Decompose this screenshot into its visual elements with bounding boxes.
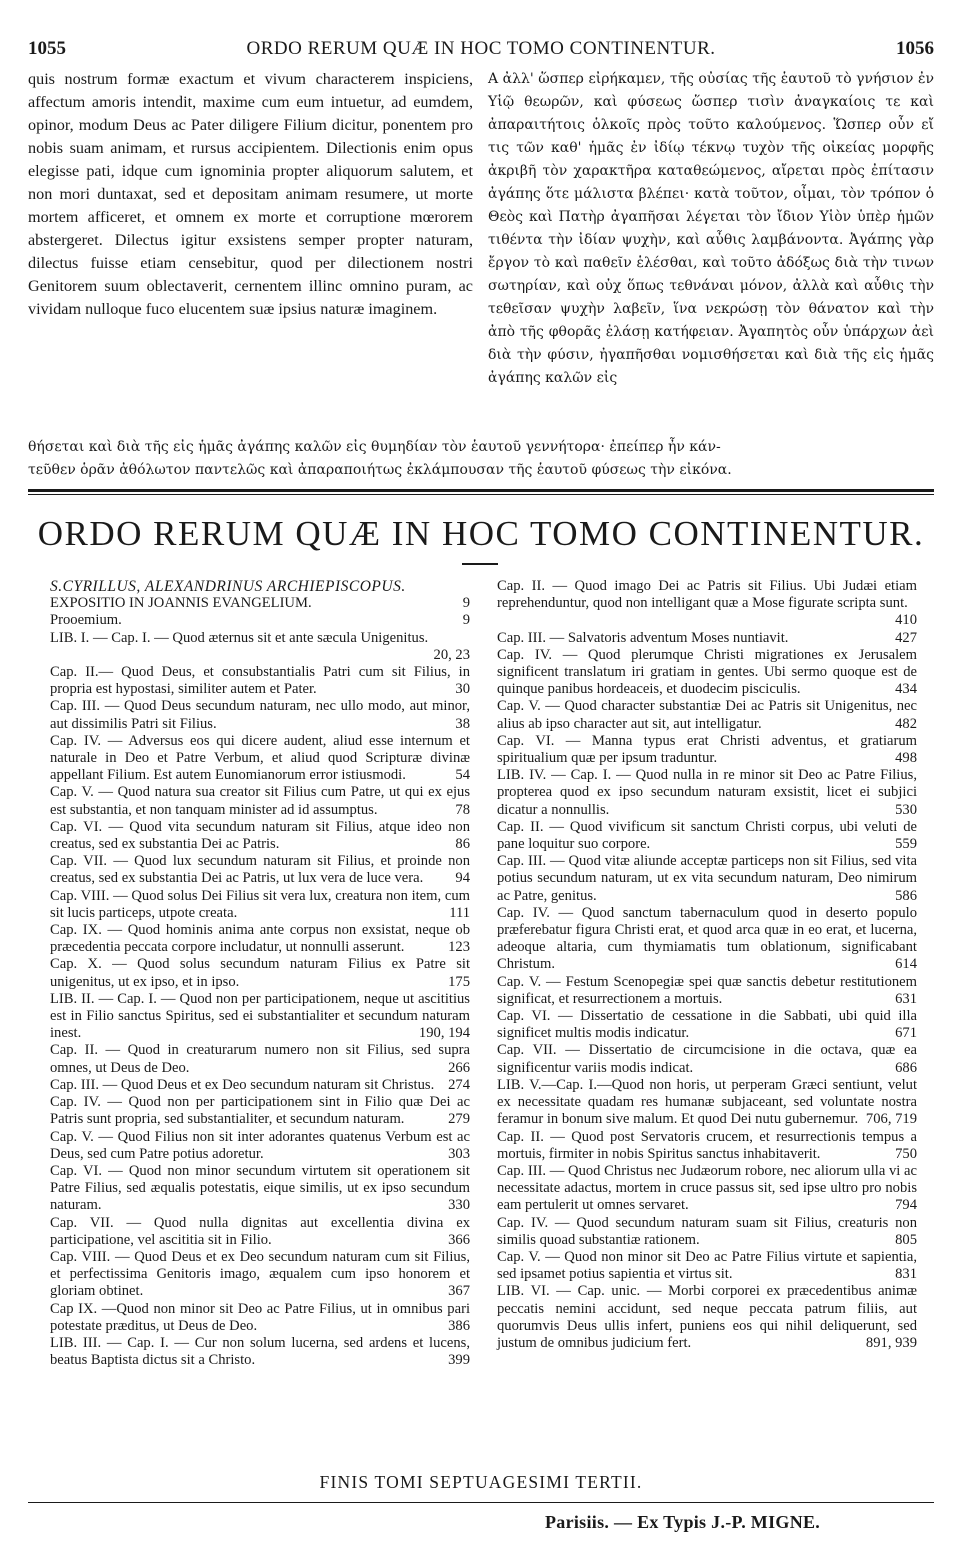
toc-entry [50, 1163, 470, 1215]
toc-entry-text: LIB. III. — Cap. I. — Cur non solum lucerna, sed ardens et lucens, beatus Baptista dictus sit a Christo. [50, 1334, 470, 1369]
toc-entry [50, 1094, 470, 1128]
toc-entry-text: Cap. IV. — Quod secundum naturam suam sit Filius, creaturis non similis quoad substantiæ rationem. [497, 1214, 917, 1248]
toc-entry-text: Cap. IV. — Adversus eos qui dicere audent, aliud esse internum et naturale in Deo et Patre Verbum, et aliud quod Scripturæ divinæ appellant Filium. Est autem Eunomianorum error istiusmodi. [50, 732, 470, 784]
toc-page-number: 794 [895, 1197, 917, 1214]
toc-entry-text: Cap. III. — Salvatoris adventum Moses nuntiavit. [497, 629, 789, 646]
toc-entry-text: Cap. VI. — Quod vita secundum naturam sit Filius, atque ideo non creatus, sed ex substantia Dei ac Patris. [50, 818, 470, 853]
section-rule-thick [28, 489, 934, 492]
toc-entry-text: Cap. VII. — Quod nulla dignitas aut excellentia divina ex participatione, vel ascititia sit in Filio. [50, 1214, 470, 1248]
latin-text-column [28, 68, 473, 321]
toc-page-number: 530 [895, 801, 917, 818]
toc-page-number: 38 [455, 715, 470, 732]
toc-entry [497, 1163, 917, 1215]
toc-entry [497, 1042, 917, 1076]
toc-entry-text: Cap IX. —Quod non minor sit Deo ac Patre Filius, ut in omnibus pari potestate præditus, ut Deus de Deo. [50, 1300, 470, 1334]
toc-entry-text: Cap. VI. — Quod non minor secundum virtutem sit operationem sit Patre Filius, sed æqualis potestatis, eique similis, ut ex ipso secundum naturam. [50, 1162, 470, 1214]
greek-text-column [488, 68, 934, 390]
toc-page-number: 399 [448, 1352, 470, 1369]
toc-entry-text: Cap. IX. — Quod hominis anima ante corpus non exsistat, neque ob præcedentia peccata corpore includatur, ut nonnulli asserunt. [50, 922, 470, 956]
toc-page-number: 671 [895, 1025, 917, 1042]
toc-page-number: 94 [455, 870, 470, 887]
toc-entry-text: Cap. II. — Quod vivificum sit sanctum Christi corpus, ubi veluti de pane loquitur suo corpore. [497, 818, 917, 853]
toc-entry-text: Cap. IV. — Quod non per participationem sint in Filio quæ Dei ac Patris sunt propria, sed substantialiter, et secundum naturam. [50, 1094, 470, 1128]
toc-page-number: 891, 939 [865, 1334, 917, 1351]
toc-entry [50, 1129, 470, 1163]
toc-entry [50, 888, 470, 922]
toc-entry [497, 974, 917, 1008]
toc-entry [50, 956, 470, 990]
toc-entry-text: EXPOSITIO IN JOANNIS EVANGELIUM. [50, 595, 312, 612]
toc-page-number: 482 [895, 715, 917, 732]
toc-entry-text: Cap. VIII. — Quod Deus et ex Deo secundum naturam cum sit Filius, et perfectissima Genitoris imago, æqualem cum ipso honorem et gloriam obtinet. [50, 1248, 470, 1300]
toc-entry-text: Cap. VIII. — Quod solus Dei Filius sit vera lux, creatura non item, cum sit lucis particeps, utpote creata. [50, 887, 470, 921]
page-header [28, 38, 934, 66]
toc-entry-text: Cap. IV. — Quod sanctum tabernaculum quod in deserto populo præferebatur figura Christi erat, et quod arca quæ in eo erat, et lucerna, adeoque altaria, cum thymiamatis tum oblationum, significabant Christum. [497, 904, 917, 973]
toc-page-number: 434 [895, 681, 917, 698]
toc-entry [50, 595, 470, 612]
toc-page-number: 86 [455, 836, 470, 853]
running-title: ORDO RERUM QUÆ IN HOC TOMO CONTINENTUR. [246, 38, 716, 59]
toc-page-number: 9 [462, 595, 470, 612]
toc-entry-text: Cap. V. — Quod Filius non sit inter adorantes quatenus Verbum est ac Deus, sed cum Patre potius adoretur. [50, 1128, 470, 1162]
toc-entry-text: Cap. II. — Quod imago Dei ac Patris sit Filius. Ubi Judæi etiam reprehenduntur, quod non intelligant quæ a Mose figurate scripta sunt. [497, 578, 917, 612]
page-number-left: 1055 [28, 38, 66, 59]
toc-entry [50, 1077, 470, 1094]
toc-entry-text: Cap. III. — Quod Christus nec Judæorum robore, nec aliorum ulla vi ac necessitate adactus, mortem in cruce passus sit, sed ipse ultro pro nobis eam pertulerit ut omnes servaret. [497, 1162, 917, 1214]
toc-entry-text: Cap. V. — Quod non minor sit Deo ac Patre Filius virtute et sapientia, sed ipsamet potius sapientia et virtus sit. [497, 1248, 917, 1283]
greek-paragraph: A ἀλλ' ὥσπερ εἰρήκαμεν, τῆς οὐσίας τῆς ἑαυτοῦ τὸ γνήσιον ἐν Υἱῷ θεωρῶν, καὶ φύσεως ὥσπερ τισὶν ἀναγκαίοις τε καὶ ἀπαραιτήτοις ὁλκοῖς πρὸς τοῦτο καλούμενος. Ὥσπερ οὖν εἴ τις τῶν καθ' ἡμᾶς ἐν ἰδίῳ τέκνῳ τυχὸν τῆς οἰκείας μορφῆς ἀκριβῆ τὸν χαρακτῆρα καταθεώμενος, αἴρεται πρὸς ἐπίτασιν ἀγάπης ὅτε μάλιστα βλέπει· κατὰ τοῦτον, οἶμαι, τὸν τρόπον ὁ Θεὸς καὶ Πατὴρ ἀγαπῆσαι λέγεται τὸν ἴδιον Υἱὸν ὑπὲρ ἡμῶν τιθέντα τὴν ἰδίαν ψυχὴν, καὶ αὖθις λαμβάνοντα. Ἀγάπης γὰρ ἔργον τὸ καὶ παθεῖν ἑλέσθαι, καὶ τοῦτο ἀδόξως διὰ τὴν τινων σωτηρίαν, καὶ οὐχ ὅπως τεθνάναι μόνον, ἀλλὰ καὶ αὖθις τὴν τεθεῖσαν ψυχὴν λαβεῖν, ἵνα νεκρώσῃ τὸν θάνατον καὶ τὴν ἀπὸ τῆς φθορᾶς ἐλάσῃ κατήφειαν. Ἀγαπητὸς οὖν ὑπάρχων ἀεὶ διὰ τὴν φύσιν, ἠγαπῆσθαι νομισθήσεται καὶ διὰ τῆς εἰς ἡμᾶς ἀγάπης καλῶν εἰς [488, 71, 934, 386]
toc-page-number: 831 [895, 1266, 917, 1283]
title-dash [462, 563, 498, 565]
toc-entry [50, 1215, 470, 1249]
greek-continuation-line-1: θήσεται καὶ διὰ τῆς εἰς ἡμᾶς ἀγάπης καλῶν εἰς θυμηδίαν τὸν ἑαυτοῦ γεννήτορα· ἐπείπερ ἦν κάν- [28, 439, 721, 455]
toc-page-number: 30 [455, 681, 470, 698]
toc-page-number: 111 [449, 904, 470, 921]
toc-entry [497, 819, 917, 853]
toc-right-column [497, 578, 917, 1352]
toc-entry [497, 630, 917, 647]
toc-entry [497, 1008, 917, 1042]
toc-entry-text: Cap. III. — Quod Deus et ex Deo secundum naturam sit Christus. [50, 1076, 435, 1093]
toc-page-number: 366 [448, 1231, 470, 1248]
toc-page-number: 175 [448, 973, 470, 990]
toc-entry [497, 698, 917, 732]
toc-page-number: 20, 23 [433, 646, 470, 663]
toc-entry [497, 853, 917, 905]
toc-entry [50, 1335, 470, 1369]
greek-continuation [28, 436, 934, 482]
toc-entry [50, 1249, 470, 1301]
toc-entry-text: Cap. VII. — Quod lux secundum naturam sit Filius, et proinde non creatus, sed ex substantia Dei ac Patris, ut lux vera de luce vera. [50, 853, 470, 887]
toc-page-number: 706, 719 [865, 1111, 917, 1128]
toc-entry-text: Prooemium. [50, 612, 122, 629]
toc-page-number: 123 [448, 939, 470, 956]
imprint: Parisiis. — Ex Typis J.-P. MIGNE. [545, 1512, 821, 1532]
toc-entry [50, 1301, 470, 1335]
section-rule-thin [28, 494, 934, 495]
toc-entry-text: Cap. II. — Quod post Servatoris crucem, et resurrectionis tempus a mortuis, firmiter in nobis Spiritus sanctus inhabitaverit. [497, 1128, 917, 1162]
toc-page-number: 367 [448, 1283, 470, 1300]
toc-entry-text: LIB. VI. — Cap. unic. — Morbi corporei ex præcedentibus animæ peccatis nemini accidunt, sed neque peccata patrum filiis, aut quorumvis Deus ullis infert, puniens eos qui nihil deliquerunt, sed justum de omnibus judicium fert. [497, 1283, 917, 1351]
toc-page-number: 190, 194 [418, 1025, 470, 1042]
toc-entry-text: LIB. IV. — Cap. I. — Quod nulla in re minor sit Deo ac Patre Filius, propterea quod ex ipso secundum naturam exsistit, licet ei subjici dicatur a nonnullis. [497, 767, 917, 818]
toc-page-number: 631 [895, 990, 917, 1007]
toc-entry-text: LIB. I. — Cap. I. — Quod æternus sit et ante sæcula Unigenitus. [50, 629, 429, 646]
page-number-right: 1056 [896, 38, 934, 59]
toc-entry-text: Cap. V. — Quod natura sua creator sit Filius cum Patre, ut qui ex ejus est substantia, et non tanquam minister ad id assumptus. [50, 784, 470, 818]
toc-page-number: 750 [895, 1145, 917, 1162]
toc-entry [50, 664, 470, 698]
toc-entry-text: Cap. IV. — Quod plerumque Christi migrationes ex Jerusalem significent translatum iri gratiam in gentes. Ubi sermo quoque est de quinque panibus hordeaceis, et duodecim pisciculis. [497, 646, 917, 698]
toc-entry [50, 922, 470, 956]
bottom-rule [28, 1502, 934, 1503]
toc-entry-text: Cap. V. — Quod character substantiæ Dei ac Patris sit Unigenitus, nec alius ab ipso character aut sit, aut intelligatur. [497, 698, 917, 732]
toc-page-number: 274 [448, 1076, 470, 1093]
toc-title: ORDO RERUM QUÆ IN HOC TOMO CONTINENTUR. [37, 514, 925, 553]
toc-entry [50, 853, 470, 887]
finis-line: FINIS TOMI SEPTUAGESIMI TERTII. [319, 1472, 643, 1492]
toc-entry [497, 733, 917, 767]
toc-entry-text: Cap. II. — Quod in creaturarum numero non sit Filius, sed supra omnes, ut Deus de Deo. [50, 1042, 470, 1076]
toc-entry-text: Cap. X. — Quod solus secundum naturam Filius ex Patre sit unigenitus, ut ex ipso, et in ipso. [50, 956, 470, 990]
toc-entry [497, 767, 917, 819]
toc-entry-text: LIB. V.—Cap. I.—Quod non horis, ut perperam Græci sentiunt, velut ex necessitate quadam res humanæ subjaceant, sed voluntate nostra feramur in bonum sive malum. Et quod Dei nutu gubernemur. [497, 1076, 917, 1128]
toc-entry-text: LIB. II. — Cap. I. — Quod non per participationem, neque ut ascititius est in Filio sanctus Spiritus, sed ei substantialiter et secundum naturam inest. [50, 990, 470, 1042]
toc-page-number: 78 [455, 801, 470, 818]
toc-entry [50, 612, 470, 629]
toc-entry-text: Cap. V. — Festum Scenopegiæ spei quæ sanctis debetur restitutionem significat, et resurrectionem a mortuis. [497, 973, 917, 1007]
toc-entry [497, 1077, 917, 1129]
toc-entry [50, 630, 470, 664]
toc-page-number: 410 [895, 612, 917, 629]
toc-page-number: 614 [895, 956, 917, 973]
toc-entry [497, 1215, 917, 1249]
toc-page-number: 279 [448, 1111, 470, 1128]
toc-entry [50, 1042, 470, 1076]
toc-entry [497, 1249, 917, 1283]
greek-continuation-line-2: τεῦθεν ὁρᾶν ἀθόλωτον παντελῶς καὶ ἀπαραποιήτως ἐκλάμπουσαν τῆς ἑαυτοῦ φύσεως τὴν εἰκόνα. [28, 462, 732, 478]
toc-entry [50, 733, 470, 785]
toc-entry-text: Cap. VII. — Dissertatio de circumcisione in die octava, quæ ea significentur variis modis indicat. [497, 1042, 917, 1076]
toc-left-column [50, 578, 470, 1369]
toc-page-number: 330 [448, 1197, 470, 1214]
latin-paragraph: quis nostrum formæ exactum et vivum characterem inspiciens, affectum amoris intendit, maxime cum eum intuetur, ad eumdem, opinor, modum Deus ac Pater diligere Filium dicitur, ponentem pro nobis suam animam, et rursus accipientem. Dilectionis enim opus elegisse pati, idque cum ignominia propter aliquorum salutem, et non mori duntaxat, sed et depositam animam resumere, ut morte mortem afficeret, et omnem ex morte et corruptione mœrorem abstergeret. Dilectus igitur exsistens semper propter naturam, dilectus fuisse etiam censebitur, quod per dilectionem nostri Genitorem suum oblectaverit, cernentem illinc omnino puram, ac vividam nulloque fuco elucentem suæ ipsius naturæ imaginem. [28, 70, 473, 318]
toc-page-number: 266 [448, 1059, 470, 1076]
toc-entry [50, 784, 470, 818]
toc-entry-text: Cap. VI. — Dissertatio de cessatione in die Sabbati, ubi quid illa significet multis modis indicatur. [497, 1008, 917, 1042]
toc-page-number: 303 [448, 1145, 470, 1162]
toc-entry [497, 1283, 917, 1352]
toc-entry [50, 819, 470, 853]
toc-page-number: 586 [895, 887, 917, 904]
toc-page-number: 686 [895, 1059, 917, 1076]
toc-page-number: 54 [455, 767, 470, 784]
toc-entry-text: Cap. III. — Quod Deus secundum naturam, nec ullo modo, aut minor, aut dissimilis Patri sit Filius. [50, 698, 470, 732]
toc-entry-text: Cap. III. — Quod vitæ aliunde acceptæ particeps non sit Filius, sed vita potius secundum naturam, ut ex vita secundum naturam, Deo nimirum ac Patre, genitus. [497, 853, 917, 904]
toc-author-heading: S.CYRILLUS, ALEXANDRINUS ARCHIEPISCOPUS. [50, 578, 406, 595]
toc-page-number: 559 [895, 836, 917, 853]
toc-page-number: 386 [448, 1317, 470, 1334]
toc-entry [497, 578, 917, 630]
toc-page-number: 805 [895, 1231, 917, 1248]
toc-entry-text: Cap. II.— Quod Deus, et consubstantialis Patri cum sit Filius, in propria est hypostasi, similiter autem et Pater. [50, 664, 470, 698]
toc-page-number: 498 [895, 750, 917, 767]
toc-entry [50, 991, 470, 1043]
toc-entry [497, 1129, 917, 1163]
toc-entry-text: Cap. VI. — Manna typus erat Christi adventus, et gratiarum spiritualium quæ per ipsum traduntur. [497, 732, 917, 767]
toc-entry [497, 647, 917, 699]
toc-page-number: 427 [895, 629, 917, 646]
toc-entry [497, 905, 917, 974]
toc-page-number: 9 [462, 612, 470, 629]
toc-entry [50, 698, 470, 732]
